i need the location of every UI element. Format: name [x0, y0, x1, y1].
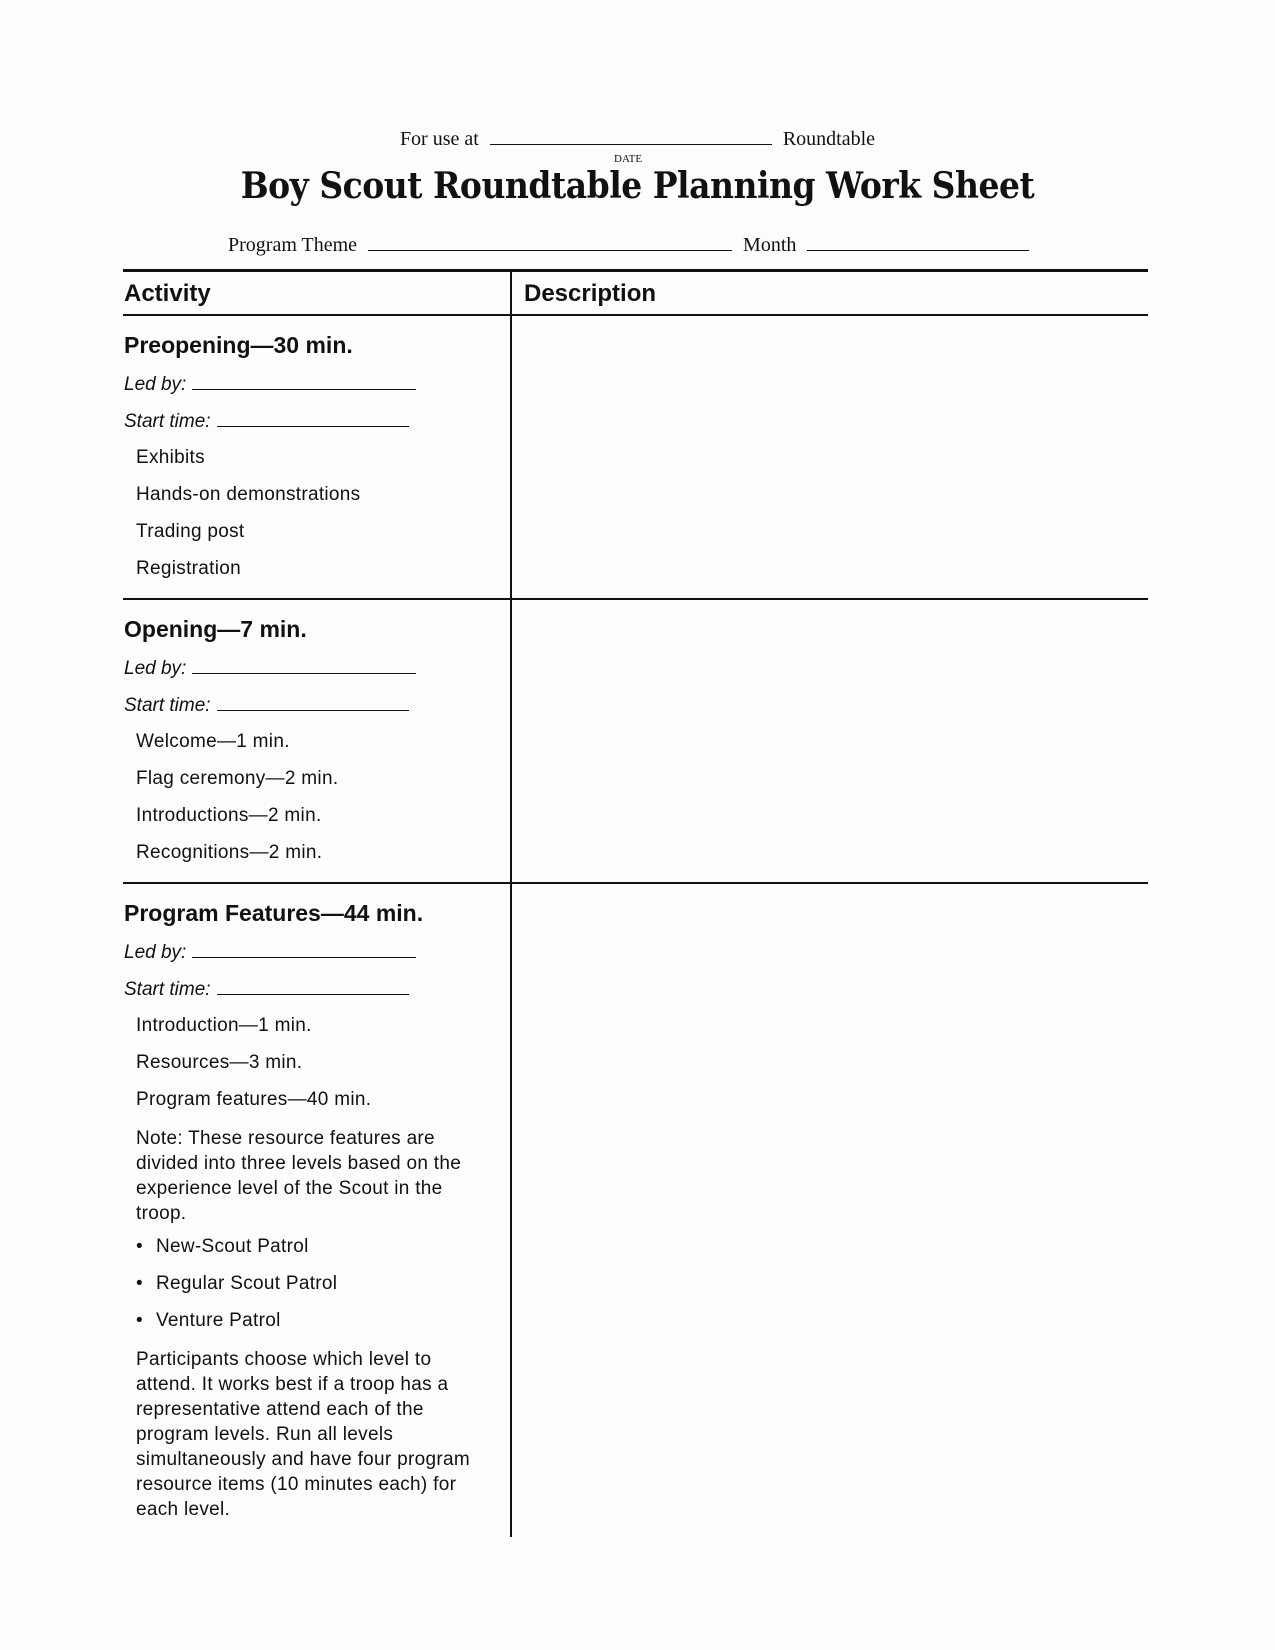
- led-by-input[interactable]: [192, 657, 416, 674]
- program-theme-field[interactable]: [368, 232, 732, 251]
- start-time-input[interactable]: [217, 694, 409, 711]
- date-caption: DATE: [614, 153, 643, 165]
- bullet-label: Regular Scout Patrol: [156, 1273, 338, 1294]
- month-field[interactable]: [807, 232, 1029, 251]
- start-time-field: [124, 978, 494, 1015]
- roundtable-label: Roundtable: [782, 128, 876, 150]
- bullet-item: [124, 1236, 494, 1273]
- section-divider: [123, 882, 1148, 884]
- start-time-label: Start time:: [124, 695, 211, 716]
- section-title: Opening—7 min.: [124, 616, 307, 642]
- section-program-features: [124, 900, 494, 1532]
- closing-paragraph: Participants choose which level to attend. It works best if a troop has a representative attend each of the program levels. Run all levels simultaneously and have four program resource items (10 minutes each) for each level.: [136, 1349, 470, 1520]
- section-divider: [123, 598, 1148, 600]
- section-preopening: [124, 332, 494, 595]
- date-field[interactable]: [490, 126, 772, 145]
- table-top-rule: [123, 269, 1148, 272]
- bullet-label: Venture Patrol: [156, 1310, 281, 1331]
- for-use-at-line: [0, 126, 1275, 151]
- page-title: Boy Scout Roundtable Planning Work Sheet: [240, 164, 1035, 207]
- start-time-label: Start time:: [124, 411, 211, 432]
- list-item: Welcome—1 min.: [136, 731, 290, 752]
- description-column-header: Description: [524, 280, 657, 307]
- start-time-input[interactable]: [217, 978, 409, 995]
- note-paragraph: Note: These resource features are divided into three levels based on the experience level of the Scout in the troop.: [136, 1128, 462, 1224]
- list-item: Introductions—2 min.: [136, 805, 322, 826]
- list-item: Program features—40 min.: [136, 1089, 372, 1110]
- column-divider: [510, 272, 512, 1537]
- bullet-label: New-Scout Patrol: [156, 1236, 309, 1257]
- header-bottom-rule: [123, 314, 1148, 316]
- led-by-label: Led by:: [124, 374, 187, 395]
- activity-column-header: Activity: [124, 280, 211, 307]
- bullet-icon: •: [136, 1310, 143, 1331]
- led-by-input[interactable]: [192, 941, 416, 958]
- led-by-label: Led by:: [124, 658, 187, 679]
- section-title: Program Features—44 min.: [124, 900, 424, 926]
- bullet-item: [124, 1310, 494, 1347]
- list-item: Exhibits: [136, 447, 205, 468]
- led-by-input[interactable]: [192, 373, 416, 390]
- program-theme-label: Program Theme: [228, 234, 358, 256]
- for-use-at-label: For use at: [399, 128, 479, 150]
- theme-month-line: [228, 232, 1035, 257]
- list-item: Trading post: [136, 521, 245, 542]
- led-by-field: [124, 373, 494, 410]
- led-by-field: [124, 941, 494, 978]
- start-time-field: [124, 410, 494, 447]
- section-opening: [124, 616, 494, 879]
- month-label: Month: [743, 234, 797, 256]
- bullet-icon: •: [136, 1273, 143, 1294]
- start-time-field: [124, 694, 494, 731]
- section-title: Preopening—30 min.: [124, 332, 353, 358]
- led-by-label: Led by:: [124, 942, 187, 963]
- bullet-icon: •: [136, 1236, 143, 1257]
- led-by-field: [124, 657, 494, 694]
- start-time-label: Start time:: [124, 979, 211, 1000]
- list-item: Hands-on demonstrations: [136, 484, 361, 505]
- list-item: Introduction—1 min.: [136, 1015, 312, 1036]
- start-time-input[interactable]: [217, 410, 409, 427]
- list-item: Recognitions—2 min.: [136, 842, 323, 863]
- list-item: Flag ceremony—2 min.: [136, 768, 339, 789]
- list-item: Registration: [136, 558, 241, 579]
- list-item: Resources—3 min.: [136, 1052, 303, 1073]
- bullet-item: [124, 1273, 494, 1310]
